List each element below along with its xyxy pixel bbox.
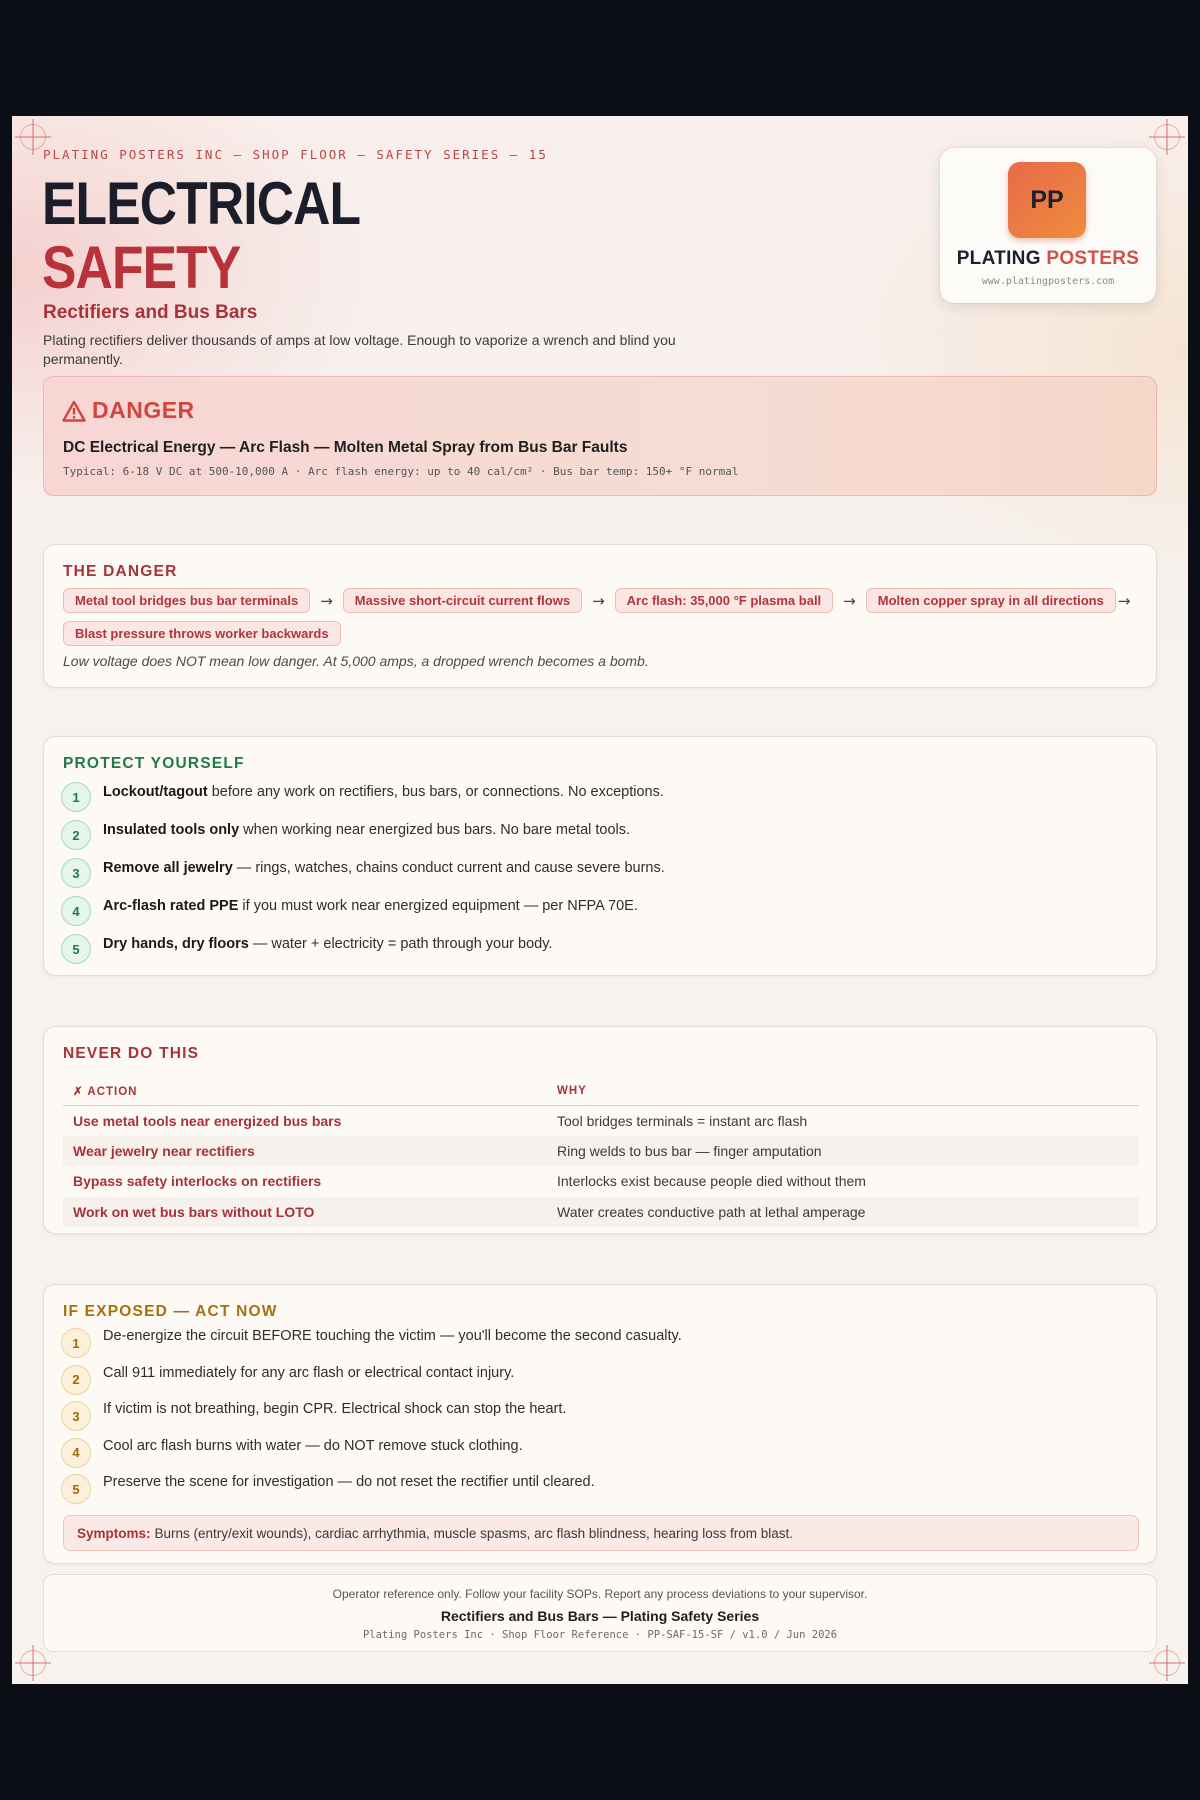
section-title: PROTECT YOURSELF bbox=[63, 755, 245, 772]
danger-description: DC Electrical Energy — Arc Flash — Molten Metal Spray from Bus Bar Faults bbox=[63, 439, 628, 456]
column-header-why: WHY bbox=[547, 1077, 1139, 1105]
brand-name-part1: PLATING bbox=[956, 248, 1041, 269]
chain-step: Blast pressure throws worker backwards bbox=[63, 621, 341, 646]
why-cell: Water creates conductive path at lethal amperage bbox=[547, 1197, 1139, 1228]
never-do-this-card bbox=[43, 1026, 1157, 1234]
step-number: 2 bbox=[61, 820, 91, 850]
protect-yourself-card bbox=[43, 736, 1157, 976]
danger-label: DANGER bbox=[92, 397, 195, 423]
brand-name-part2: POSTERS bbox=[1046, 248, 1140, 269]
step-number: 3 bbox=[61, 1401, 91, 1431]
chain-step: Massive short-circuit current flows bbox=[343, 588, 582, 613]
page-title-line1: ELECTRICAL bbox=[42, 170, 361, 237]
chain-arrow: → bbox=[320, 591, 333, 610]
table-row bbox=[63, 1166, 1139, 1197]
step-number: 2 bbox=[61, 1365, 91, 1395]
step-number: 5 bbox=[61, 1474, 91, 1504]
symptoms-label: Symptoms: bbox=[77, 1525, 151, 1541]
step-text: Dry hands, dry floors — water + electricity = path through your body. bbox=[103, 936, 553, 952]
chain-arrow: → bbox=[592, 591, 605, 610]
danger-banner bbox=[43, 376, 1157, 496]
crosshair-icon bbox=[1154, 124, 1180, 150]
step-number: 4 bbox=[61, 896, 91, 926]
step-number: 1 bbox=[61, 1328, 91, 1358]
if-exposed-card bbox=[43, 1284, 1157, 1564]
warning-triangle-icon bbox=[62, 400, 86, 422]
why-cell: Interlocks exist because people died without them bbox=[557, 1173, 866, 1190]
step-text: Insulated tools only when working near energized bus bars. No bare metal tools. bbox=[103, 822, 631, 838]
step-text: Arc-flash rated PPE if you must work near energized equipment — per NFPA 70E. bbox=[103, 898, 638, 914]
symptoms-box bbox=[63, 1515, 1139, 1551]
brand-name bbox=[940, 248, 1156, 270]
step-text: Lockout/tagout before any work on rectifiers, bus bars, or connections. No exceptions. bbox=[103, 784, 664, 800]
crosshair-icon bbox=[1154, 1650, 1180, 1676]
series-label: PLATING POSTERS INC — SHOP FLOOR — SAFETY SERIES — 15 bbox=[43, 147, 548, 162]
chain-step: Molten copper spray in all directions bbox=[866, 588, 1116, 613]
step-text: De-energize the circuit BEFORE touching the victim — you'll become the second casualty. bbox=[103, 1328, 682, 1344]
danger-heading bbox=[62, 397, 195, 424]
footer-series-title: Rectifiers and Bus Bars — Plating Safety Series bbox=[440, 1608, 760, 1624]
step-number: 4 bbox=[61, 1438, 91, 1468]
footer-disclaimer: Operator reference only. Follow your facility SOPs. Report any process deviations to your supervisor. bbox=[332, 1587, 868, 1601]
section-title: IF EXPOSED — ACT NOW bbox=[63, 1303, 278, 1320]
intro-text: Plating rectifiers deliver thousands of amps at low voltage. Enough to vaporize a wrench and blind you permanently. bbox=[43, 332, 676, 367]
danger-typical-values: Typical: 6-18 V DC at 500-10,000 A · Arc flash energy: up to 40 cal/cm² · Bus bar temp: 150+ °F normal bbox=[63, 465, 739, 478]
page-subtitle: Rectifiers and Bus Bars bbox=[43, 302, 258, 323]
chain-arrow: → bbox=[1117, 591, 1131, 610]
the-danger-card bbox=[43, 544, 1157, 688]
step-text: Call 911 immediately for any arc flash or electrical contact injury. bbox=[103, 1364, 515, 1381]
footer-doc-id: Plating Posters Inc · Shop Floor Reference · PP-SAF-15-SF / v1.0 / Jun 2026 bbox=[362, 1629, 838, 1641]
table-row bbox=[63, 1105, 1139, 1136]
step-text: If victim is not breathing, begin CPR. Electrical shock can stop the heart. bbox=[103, 1401, 567, 1417]
danger-note: Low voltage does NOT mean low danger. At 5,000 amps, a dropped wrench becomes a bomb. bbox=[63, 653, 649, 669]
danger-chain bbox=[63, 588, 1143, 646]
step-number: 5 bbox=[61, 934, 91, 964]
step-text: Preserve the scene for investigation — do not reset the rectifier until cleared. bbox=[103, 1474, 595, 1490]
table-row bbox=[63, 1136, 1139, 1167]
column-header-action: ✗ ACTION bbox=[63, 1077, 547, 1105]
chain-step: Arc flash: 35,000 °F plasma ball bbox=[615, 588, 834, 613]
chain-arrow: → bbox=[843, 591, 856, 610]
crosshair-icon bbox=[20, 1650, 46, 1676]
step-number: 1 bbox=[61, 782, 91, 812]
step-text: Cool arc flash burns with water — do NOT remove stuck clothing. bbox=[103, 1437, 523, 1454]
action-cell: Bypass safety interlocks on rectifiers bbox=[73, 1173, 322, 1190]
table-header-row bbox=[63, 1077, 1139, 1105]
why-cell: Tool bridges terminals = instant arc flash bbox=[557, 1112, 808, 1129]
brand-card bbox=[940, 148, 1156, 303]
action-cell: Work on wet bus bars without LOTO bbox=[63, 1197, 547, 1228]
symptoms-text: Burns (entry/exit wounds), cardiac arrhythmia, muscle spasms, arc flash blindness, hearing loss from blast. bbox=[154, 1525, 794, 1541]
chain-step: Metal tool bridges bus bar terminals bbox=[63, 588, 310, 613]
never-table bbox=[63, 1077, 1139, 1227]
action-cell: Use metal tools near energized bus bars bbox=[73, 1112, 342, 1129]
section-title: THE DANGER bbox=[63, 563, 178, 580]
why-cell: Ring welds to bus bar — finger amputation bbox=[547, 1136, 1139, 1167]
step-text: Remove all jewelry — rings, watches, chains conduct current and cause severe burns. bbox=[103, 860, 665, 876]
page-title-line2: SAFETY bbox=[42, 234, 241, 301]
brand-logo: PP bbox=[1008, 162, 1086, 238]
safety-poster bbox=[12, 116, 1188, 1684]
section-title: NEVER DO THIS bbox=[63, 1045, 200, 1062]
footer bbox=[43, 1574, 1157, 1652]
step-number: 3 bbox=[61, 858, 91, 888]
action-cell: Wear jewelry near rectifiers bbox=[63, 1136, 547, 1167]
brand-url: www.platingposters.com bbox=[981, 276, 1115, 287]
table-row bbox=[63, 1197, 1139, 1228]
